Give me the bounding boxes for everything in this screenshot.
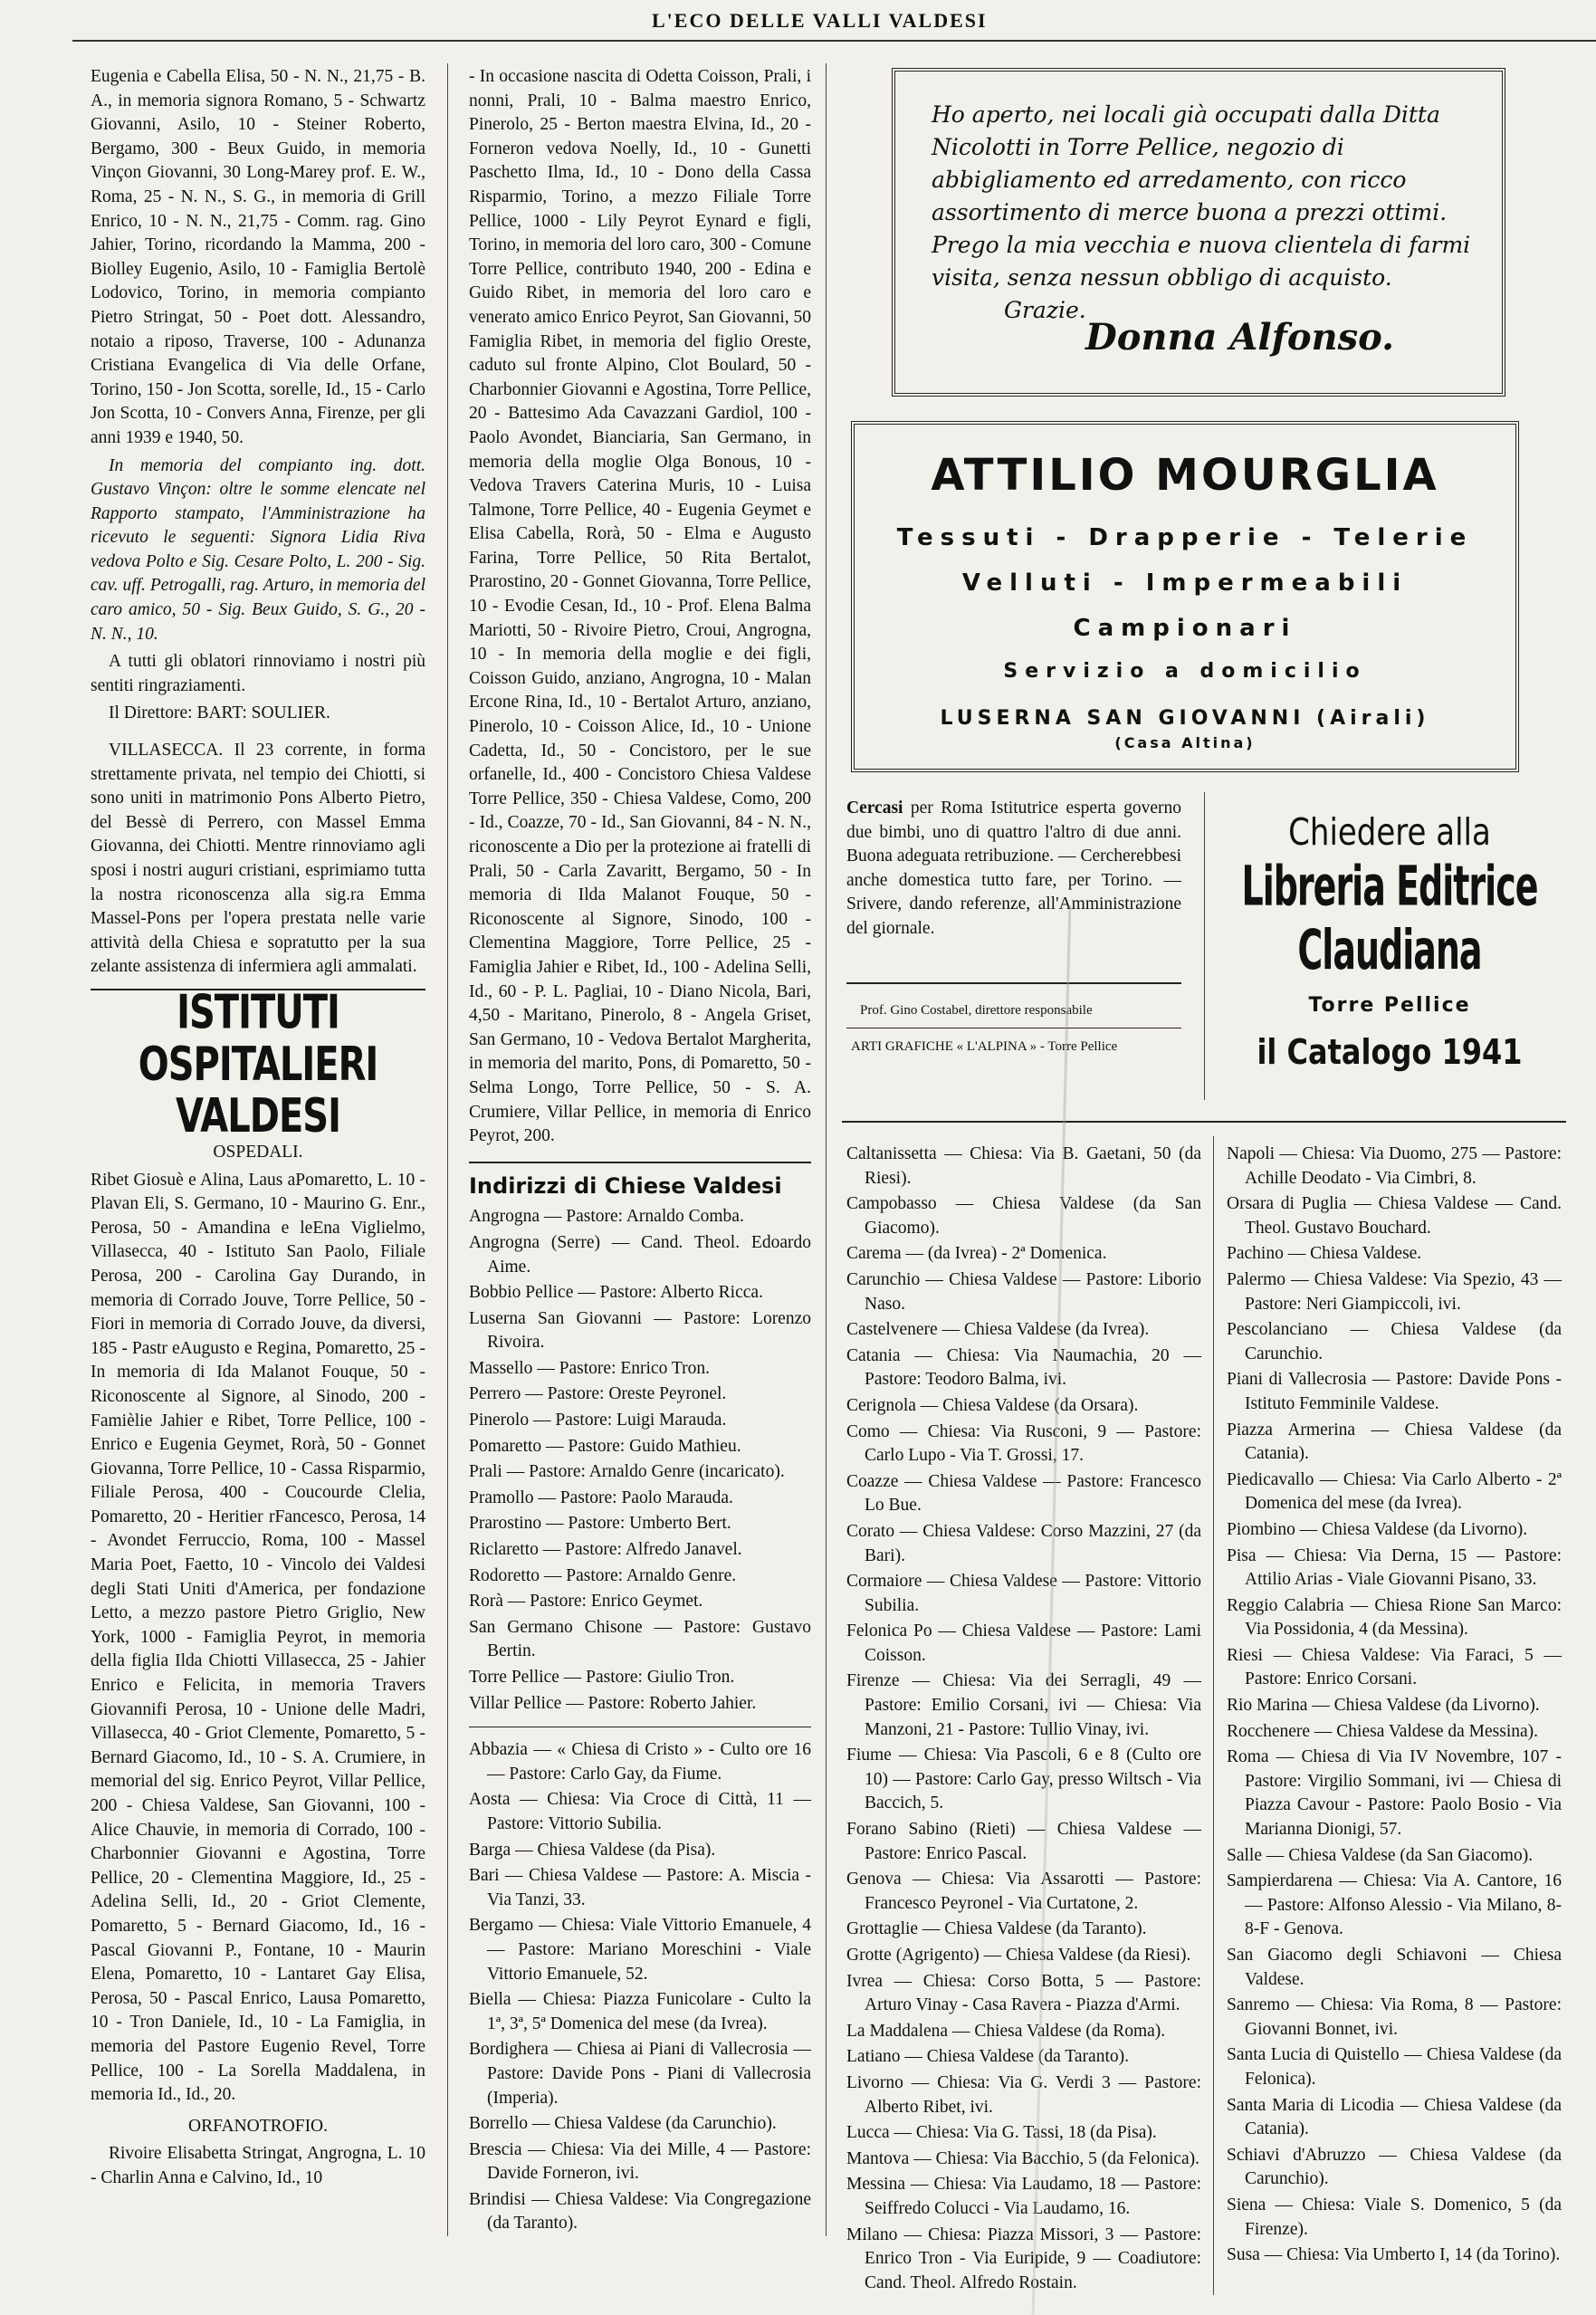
church-entry: Susa — Chiesa: Via Umberto I, 14 (da Torino). xyxy=(1227,2245,1561,2265)
donna-alfonso-ad xyxy=(892,68,1505,397)
church-entry: Pachino — Chiesa Valdese. xyxy=(1227,1244,1422,1264)
church-entry: Sampierdarena — Chiesa: Via A. Cantore, 16 — Pastore: Alfonso Alessio - Via Milano, 8-8-F - Genova. xyxy=(1227,1871,1562,1939)
director-credit: Prof. Gino Costabel, direttore responsabile xyxy=(860,1003,1093,1018)
church-entry: Roma — Chiesa di Via IV Novembre, 107 - Pastore: Virgilio Sommani, ivi — Chiesa di Piazza Cavour - Pastore: Paolo Bosio - Via Marianna Dionigi, 57. xyxy=(1227,1747,1562,1840)
church-entry: La Maddalena — Chiesa Valdese (da Roma). xyxy=(846,2021,1166,2041)
church-entry: Schiavi d'Abruzzo — Chiesa Valdese (da Carunchio). xyxy=(1227,2145,1562,2189)
column-3 xyxy=(846,1143,1201,2297)
church-entry: Brindisi — Chiesa Valdese: Via Congregazione (da Taranto). xyxy=(469,2189,811,2234)
ad-line-1: Tessuti - Drapperie - Telerie xyxy=(896,524,1474,551)
church-entry: Rodoretto — Pastore: Arnaldo Genre. xyxy=(469,1565,737,1585)
church-entry: Firenze — Chiesa: Via dei Serragli, 49 — Pastore: Emilio Corsani, ivi — Chiesa: Via Manzoni, 21 - Pastore: Tullio Vinay, ivi. xyxy=(846,1671,1201,1739)
ad-line-3: Torre Pellice xyxy=(1308,994,1471,1017)
church-entry: Rio Marina — Chiesa Valdese (da Livorno). xyxy=(1227,1696,1540,1716)
ospedali-donations: Ribet Giosuè e Alina, Laus aPomaretto, L. 10 - Plavan Eli, S. Germano, 10 - Maurino G. Enr., Perosa, 50 - Amandina e leEna Viglielmo, Villasecca, 40 - Istituto San Paolo, Filiale Perosa, 200 - Carolina Gay Durando, in memoria di Corrado Jouve, Torre Pellice, 50 - Fiori in memoria di Corrado Jouve, da diversi, 185 - Pastr eAugusto e Regina, Pomaretto, 25 - In memoria di Ida Malanot Fouque, 50 - Riconoscente al Signore, al Sinodo, 200 - Famièlie Jahier e Ribet, Torre Pellice, 100 - Enrico e Eugenia Geymet, Rorà, 50 - Gonnet Giovanna, Torre Pellice, 10 - Cassa Risparmio, Filiale Perosa, 400 - Coucourde Clelia, Pomaretto, 20 - Heritier rFancesco, Perosa, 14 - Avondet Ferruccio, Roma, 100 - Massel Maria Poet, Faetto, 10 - Vincolo dei Valdesi degli Stati Uniti d'America, per fondazione Letto, a mezzo pastore Pietro Griglio, New York, 1000 - Famiglia Peyrot, in memoria della figlia Ilda Chiotti Villasecca, 25 - Jahier Enrico e Felicita, in memoria Travers Giovannifi Perosa, 10 - Unione delle Madri, Villasecca, 40 - Griot Clemente, Pomaretto, 5 - Bernard Giacomo, Id., 10 - S. A. Crumiere, in memorial del sig. Enrico Peyrot, Villar Pellice, 200 - Chiesa Valdese, San Giovanni, 100 - Alice Chauvie, in memoria di Corrado, 100 - Charbonnier Giovanni e Agostina, Torre Pellice, 20 - Clementina Maggiore, Id., 25 - Adelina Selli, Id., 20 - Griot Clemente, Pomaretto, 5 - Bernard Giacomo, Id., 16 - Pascal Giovanni P., Fontane, 10 - Maurin Elena, Pomaretto, 10 - Lantaret Gay Elisa, Perosa, 50 - Pascal Enrico, Lausa Pomaretto, 10 - Tron Daniele, Id., 10 - La Famiglia, in memoria del Pastore Eugenio Revel, Torre Pellice, 100 - La Sorella Maddalena, in memoria Id., Id., 20. xyxy=(91,1170,425,2105)
church-entry: Piombino — Chiesa Valdese (da Livorno). xyxy=(1227,1519,1528,1539)
church-entry: Orsara di Puglia — Chiesa Valdese — Cand. Theol. Gustavo Bouchard. xyxy=(1227,1194,1562,1238)
page-header xyxy=(72,0,1596,42)
ad-bold: Cercasi xyxy=(846,799,903,818)
church-entry: Abbazia — « Chiesa di Cristo » - Culto ore 16 — Pastore: Carlo Gay, da Fiume. xyxy=(469,1740,811,1784)
church-entry: Carema — (da Ivrea) - 2ª Domenica. xyxy=(846,1244,1107,1264)
church-entry: Bari — Chiesa Valdese — Pastore: A. Miscia - Via Tanzi, 33. xyxy=(469,1866,811,1909)
church-list-cities-a xyxy=(469,1738,811,2236)
church-entry: Perrero — Pastore: Oreste Peyronel. xyxy=(469,1384,727,1404)
thanks-paragraph: A tutti gli oblatori rinnoviamo i nostri più sentiti ringraziamenti. xyxy=(91,652,425,695)
church-entry: Prali — Pastore: Arnaldo Genre (incaricato). xyxy=(469,1462,785,1482)
church-entry: Bordighera — Chiesa ai Piani di Vallecrosia — Pastore: Davide Pons - Piani di Vallecrosia (Imperia). xyxy=(469,2040,811,2108)
ospedali-heading: OSPEDALI. xyxy=(213,1142,303,1162)
church-list-valleys xyxy=(469,1205,811,1716)
ad-line-4: Servizio a domicilio xyxy=(1003,660,1367,683)
ad-thanks: Grazie. xyxy=(1004,297,1086,323)
cercasi-ad xyxy=(846,797,1181,942)
ad-title: ATTILIO MOURGLIA xyxy=(931,450,1439,501)
church-entry: Prarostino — Pastore: Umberto Bert. xyxy=(469,1514,731,1534)
church-entry: San Germano Chisone — Pastore: Gustavo Bertin. xyxy=(469,1617,811,1661)
column-2 xyxy=(469,65,811,2238)
ad-line-5: LUSERNA SAN GIOVANNI (Airali) xyxy=(940,707,1430,730)
column-divider xyxy=(1204,792,1205,1100)
church-entry: Pinerolo — Pastore: Luigi Marauda. xyxy=(469,1411,727,1430)
column-divider xyxy=(826,63,827,2236)
church-entry: Piani di Vallecrosia — Pastore: Davide Pons - Istituto Femminile Valdese. xyxy=(1227,1370,1562,1413)
church-entry: Catania — Chiesa: Via Naumachia, 20 — Pastore: Teodoro Balma, ivi. xyxy=(846,1345,1201,1390)
church-entry: Angrogna (Serre) — Cand. Theol. Edoardo Aime. xyxy=(469,1232,811,1277)
church-entry: Fiume — Chiesa: Via Pascoli, 6 e 8 (Culto ore 10) — Pastore: Carlo Gay, presso Wiltsch - Via Baccich, 5. xyxy=(846,1746,1201,1813)
church-entry: Bergamo — Chiesa: Viale Vittorio Emanuele, 4 — Pastore: Mariano Moreschini - Viale Vittorio Emanuele, 52. xyxy=(469,1916,811,1984)
church-entry: Brescia — Chiesa: Via dei Mille, 4 — Pastore: Davide Forneron, ivi. xyxy=(469,2139,811,2184)
church-entry: Aosta — Chiesa: Via Croce di Città, 11 — Pastore: Vittorio Subilia. xyxy=(469,1790,811,1833)
ad-signature: Donna Alfonso. xyxy=(1085,316,1394,359)
column-divider xyxy=(447,63,448,2236)
ad-line-2: Velluti - Impermeabili xyxy=(961,569,1409,597)
church-entry: Torre Pellice — Pastore: Giulio Tron. xyxy=(469,1668,735,1687)
ad-line-4: il Catalogo 1941 xyxy=(1257,1031,1523,1073)
claudiana-ad xyxy=(1218,797,1562,1095)
church-entry: Siena — Chiesa: Viale S. Domenico, 5 (da Firenze). xyxy=(1227,2195,1562,2239)
mourglia-ad xyxy=(851,421,1519,772)
church-entry: Felonica Po — Chiesa Valdese — Pastore: Lami Coisson. xyxy=(846,1621,1201,1665)
rule xyxy=(846,982,1181,984)
church-entry: Pescolanciano — Chiesa Valdese (da Carunchio. xyxy=(1227,1320,1562,1363)
indirizzi-heading: Indirizzi di Chiese Valdesi xyxy=(469,1172,782,1199)
church-entry: Barga — Chiesa Valdese (da Pisa). xyxy=(469,1840,716,1860)
church-entry: Salle — Chiesa Valdese (da San Giacomo). xyxy=(1227,1845,1534,1865)
orfanotrofio-donations: Rivoire Elisabetta Stringat, Angrogna, L. 10 - Charlin Anna e Calvino, Id., 10 xyxy=(91,2144,425,2187)
ad-text-2: Prego la mia vecchia e nuova clientela di farmi visita, senza nessun obbligo di acquisto. xyxy=(932,232,1471,291)
church-entry: Reggio Calabria — Chiesa Rione San Marco: Via Possidonia, 4 (da Messina). xyxy=(1227,1595,1562,1640)
church-entry: Pomaretto — Pastore: Guido Mathieu. xyxy=(469,1436,741,1456)
church-entry: Carunchio — Chiesa Valdese — Pastore: Liborio Naso. xyxy=(846,1269,1201,1314)
church-entry: Livorno — Chiesa: Via G. Verdi 3 — Pastore: Alberto Ribet, ivi. xyxy=(846,2072,1201,2117)
church-entry: Palermo — Chiesa Valdese: Via Spezio, 43 — Pastore: Neri Giampiccoli, ivi. xyxy=(1227,1269,1562,1314)
church-entry: San Giacomo degli Schiavoni — Chiesa Valdese. xyxy=(1227,1946,1562,1989)
church-entry: Luserna San Giovanni — Pastore: Lorenzo Rivoira. xyxy=(469,1308,811,1353)
church-entry: Como — Chiesa: Via Rusconi, 9 — Pastore: Carlo Lupo - Via T. Grossi, 17. xyxy=(846,1421,1201,1466)
church-entry: Piedicavallo — Chiesa: Via Carlo Alberto - 2ª Domenica del mese (da Ivrea). xyxy=(1227,1469,1562,1514)
church-entry: Cerignola — Chiesa Valdese (da Orsara). xyxy=(846,1395,1139,1415)
church-entry: Pramollo — Pastore: Paolo Marauda. xyxy=(469,1488,733,1507)
orfanotrofio-heading: ORFANOTROFIO. xyxy=(187,2116,329,2136)
church-entry: Grottaglie — Chiesa Valdese (da Taranto). xyxy=(846,1919,1147,1939)
villasecca-article: VILLASECCA. Il 23 corrente, in forma strettamente privata, nel tempio dei Chiotti, si sono uniti in matrimonio Pons Alberto Pietro, del Bessè di Perrero, con Massel Emma Giovanna, dei Chiotti. Mentre rinnoviamo agli sposi i nostri auguri cristiani, esprimiamo tutta la nostra riconoscenza alla sig.ra Emma Massel-Pons per l'opera prestata nelle varie attività della Chiesa e sopratutto per la sua zelante assistenza di infermiera agli ammalati. xyxy=(91,741,425,977)
ad-line-3: Campionari xyxy=(1073,615,1297,642)
church-entry: Corato — Chiesa Valdese: Corso Mazzini, 27 (da Bari). xyxy=(846,1521,1201,1565)
printer-credit: ARTI GRAFICHE « L'ALPINA » - Torre Pellice xyxy=(851,1039,1118,1054)
church-entry: Genova — Chiesa: Via Assarotti — Pastore: Francesco Peyronel - Via Curtatone, 2. xyxy=(846,1870,1201,1913)
column-1 xyxy=(91,65,425,2195)
church-entry: Sanremo — Chiesa: Via Roma, 8 — Pastore: Giovanni Bonnet, ivi. xyxy=(1227,1995,1562,2039)
ad-text: Ho aperto, nei locali già occupati dalla Ditta Nicolotti in Torre Pellice, negozio di abbigliamento ed arredamento, con ricco assortimento di merce buona a prezzi ottimi. xyxy=(932,101,1448,225)
church-entry: Lucca — Chiesa: Via G. Tassi, 18 (da Pisa). xyxy=(846,2123,1157,2143)
church-entry: Latiano — Chiesa Valdese (da Taranto). xyxy=(846,2047,1129,2067)
church-entry: Massello — Pastore: Enrico Tron. xyxy=(469,1358,710,1378)
ad-line-1: Chiedere alla xyxy=(1288,811,1491,855)
church-entry: Milano — Chiesa: Piazza Missori, 3 — Pastore: Enrico Tron - Via Euripide, 9 — Coadiutore: Cand. Theol. Alfredo Rostain. xyxy=(846,2224,1201,2292)
church-entry: Santa Lucia di Quistello — Chiesa Valdese (da Felonica). xyxy=(1227,2045,1562,2089)
rule xyxy=(842,1121,1566,1123)
istituti-heading: ISTITUTI OSPITALIERI VALDESI xyxy=(138,985,378,1144)
church-entry: Villar Pellice — Pastore: Roberto Jahier. xyxy=(469,1693,757,1713)
church-entry: Angrogna — Pastore: Arnaldo Comba. xyxy=(469,1207,744,1227)
church-entry: Castelvenere — Chiesa Valdese (da Ivrea). xyxy=(846,1320,1150,1340)
church-entry: Ivrea — Chiesa: Corso Botta, 5 — Pastore: Arturo Vinay - Casa Ravera - Piazza d'Armi. xyxy=(846,1971,1201,2015)
church-entry: Forano Sabino (Rieti) — Chiesa Valdese — Pastore: Enrico Pascal. xyxy=(846,1820,1201,1863)
church-entry: Riclaretto — Pastore: Alfredo Janavel. xyxy=(469,1540,742,1560)
church-entry: Bobbio Pellice — Pastore: Alberto Ricca. xyxy=(469,1283,763,1303)
church-entry: Cormaiore — Chiesa Valdese — Pastore: Vittorio Subilia. xyxy=(846,1572,1201,1615)
church-entry: Pisa — Chiesa: Via Derna, 15 — Pastore: Attilio Arias - Viale Giovanni Pisano, 33. xyxy=(1227,1545,1562,1590)
church-entry: Messina — Chiesa: Via Laudamo, 18 — Pastore: Seiffredo Colucci - Via Laudamo, 16. xyxy=(846,2175,1201,2218)
church-entry: Biella — Chiesa: Piazza Funicolare - Culto la 1ª, 3ª, 5ª Domenica del mese (da Ivrea). xyxy=(469,1990,811,2033)
column-4 xyxy=(1227,1143,1562,2270)
church-entry: Campobasso — Chiesa Valdese (da San Giacomo). xyxy=(846,1194,1201,1238)
church-entry: Grotte (Agrigento) — Chiesa Valdese (da Riesi). xyxy=(846,1946,1191,1965)
ad-line-2: Libreria Editrice Claudiana xyxy=(1241,854,1538,982)
church-entry: Mantova — Chiesa: Via Bacchio, 5 (da Felonica). xyxy=(846,2148,1199,2168)
church-entry: Santa Maria di Licodia — Chiesa Valdese (da Catania). xyxy=(1227,2095,1562,2139)
newspaper-title: L'ECO DELLE VALLI VALDESI xyxy=(652,9,988,32)
ad-text: per Roma Istitutrice esperta governo due bimbi, uno di quattro l'altro di due anni. Buona adeguata retribuzione. — Cercherebbesi anche domestica tutto fare, per Torino. — Srivere, dando referenze, all'Amministrazione del giornale. xyxy=(846,799,1181,938)
memorial-paragraph: In memoria del compianto ing. dott. Gustavo Vinçon: oltre le somme elencate nel Rapporto stampato, l'Amministrazione ha ricevuto le seguenti: Signora Lidia Riva vedova Polto e Sig. Cesare Polto, L. 200 - Sig. cav. uff. Petrogalli, rag. Arturo, in memoria del caro amico, 50 - Sig. Beux Guido, S. G., 20 - N. N., 10. xyxy=(91,455,425,644)
church-entry: Napoli — Chiesa: Via Duomo, 275 — Pastore: Achille Deodato - Via Cimbri, 8. xyxy=(1227,1144,1562,1188)
donations-continued: - In occasione nascita di Odetta Coisson, Prali, i nonni, Prali, 10 - Balma maestro Enrico, Pinerolo, 25 - Berton maestra Elvina, Id., 20 - Forneron vedova Noelly, Id., 10 - Gunetti Paschetto Ilma, Id., 10 - Dono della Cassa Risparmio, Torino, a mezzo Filiale Torre Pellice, 1000 - Lily Peyrot Eynard e figli, Torino, in memoria del loro caro, 300 - Comune Torre Pellice, contributo 1940, 200 - Edina e Guido Ribet, in memoria del loro caro e venerato amico Enrico Peyrot, San Giovanni, 50 Famiglia Ribet, in memoria del figlio Oreste, caduto sul fronte Alpino, Clot Boulard, 50 - Charbonnier Giovanni e Agostina, Torre Pellice, 20 - Battesimo Ada Cavazzani Gardiol, 100 - Paolo Avondet, Bianciaria, San Germano, in memoria della moglie Olga Bonous, 10 - Vedova Travers Caterina Muris, 10 - Luisa Talmone, Torre Pellice, 40 - Eugenia Geymet e Elisa Cabella, Rorà, 50 - Elma e Augusto Farina, Torre Pellice, 50 Rita Bertalot, Prarostino, 20 - Gonnet Giovanna, Torre Pellice, 10 - Evodie Cesan, Id., 10 - Prof. Elena Balma Mariotti, 50 - Rivoire Pietro, Croui, Angrogna, 10 - In memoria della moglie e dei figli, Coisson Guido, anziano, Angrogna, 10 - Malan Ercone Rina, Id., 10 - Bertalot Arturo, anziano, Pinerolo, 10 - Coisson Alice, Id., 10 - Unione Cadetta, Id., 50 - Concistoro, per le sue orfanelle, Id., 400 - Concistoro Chiesa Valdese Torre Pellice, 350 - Chiesa Valdese, Como, 200 - Id., Coazze, 70 - Id., San Giovanni, 84 - N. N., riconoscente a Dio per la protezione ai fratelli di Prali, 50 - Carla Zavaritt, Bergamo, 50 - In memoria di Ilda Malanot Fouque, 50 - Riconoscente al Signore, Sinodo, 100 - Clementina Maggiore, Torre Pellice, 25 - Famiglia Jahier e Ribet, Id., 100 - Adelina Selli, Id., 60 - P. L. Pagliai, 10 - Diano Nicola, Bari, 4,50 - Maritano, Pinerolo, 8 - Angela Griset, San Germano, 10 - Vedova Bertalot Margherita, in memoria del marito, Pons, di Pomaretto, 50 - Selma Longo, Torre Pellice, 50 - S. A. Crumiere, Villar Pellice, in memoria di Enrico Peyrot, 200. xyxy=(469,67,811,1146)
church-entry: Rorà — Pastore: Enrico Geymet. xyxy=(469,1592,703,1612)
church-entry: Coazze — Chiesa Valdese — Pastore: Francesco Lo Bue. xyxy=(846,1471,1201,1516)
church-entry: Riesi — Chiesa Valdese: Via Faraci, 5 — Pastore: Enrico Corsani. xyxy=(1227,1645,1562,1689)
church-entry: Caltanissetta — Chiesa: Via B. Gaetani, 50 (da Riesi). xyxy=(846,1144,1201,1188)
church-entry: Piazza Armerina — Chiesa Valdese (da Catania). xyxy=(1227,1420,1562,1464)
donations-paragraph: Eugenia e Cabella Elisa, 50 - N. N., 21,75 - B. A., in memoria signora Romano, 5 - Schwartz Giovanni, Asilo, 10 - Steiner Roberto, Bergamo, 300 - Beux Guido, in memoria Vinçon Giovanni, 30 Long-Marey prof. E. W., Roma, 25 - N. N., S. G., in memoria di Grill Enrico, 10 - N. N., 21,75 - Comm. rag. Gino Jahier, Torino, ricordando la Mamma, 200 - Biolley Eugenio, Asilo, 10 - Famiglia Bertolè Lodovico, Torino, in memoria compianto Pietro Stringat, 50 - Poet dott. Alessandro, notaio a riposo, Traverse, 100 - Adunanza Cristiana Evangelica di Via delle Orfane, Torino, 150 - Jon Scotta, sorelle, Id., 15 - Carlo Jon Scotta, 10 - Convers Anna, Firenze, per gli anni 1939 e 1940, 50. xyxy=(91,67,425,447)
church-entry: Rocchenere — Chiesa Valdese da Messina). xyxy=(1227,1721,1539,1741)
church-entry: Borrello — Chiesa Valdese (da Carunchio). xyxy=(469,2114,777,2134)
ad-line-6: (Casa Altina) xyxy=(1114,734,1256,751)
director-signature: Il Direttore: BART: SOULIER. xyxy=(109,703,330,723)
column-divider xyxy=(1213,1136,1214,2295)
